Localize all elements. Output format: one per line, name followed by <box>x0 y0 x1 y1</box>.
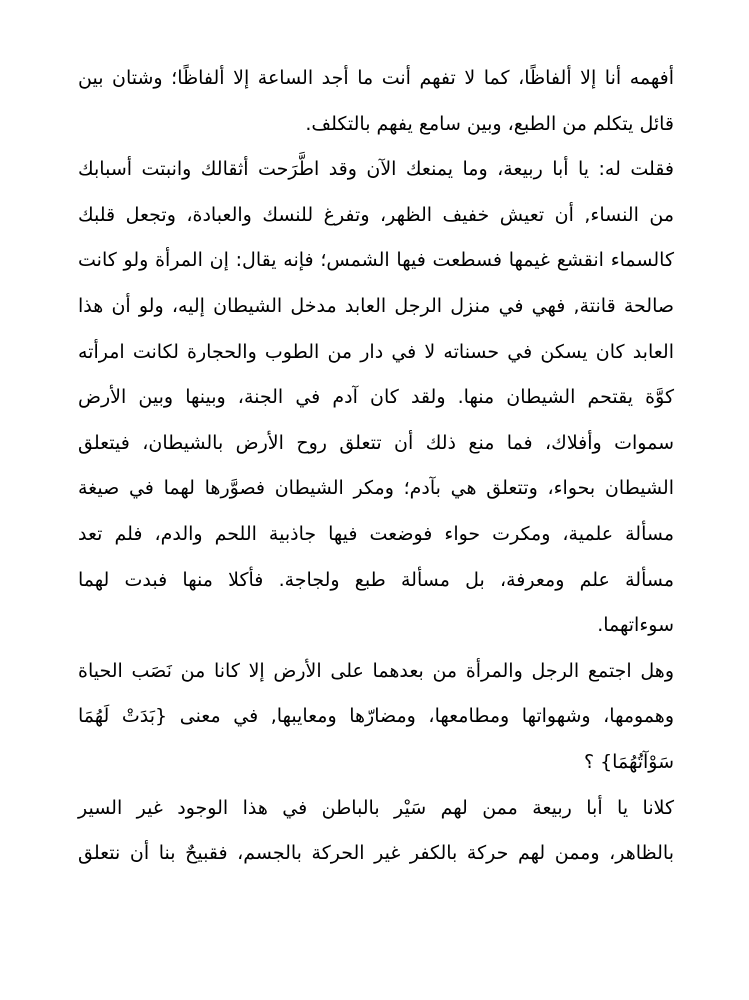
text-line: أفهمه أنا إلا ألفاظًا، كما لا تفهم أنت ما أجد الساعة إلا ألفاظًا؛ وشتان بين <box>78 67 674 89</box>
text-line: وهل اجتمع الرجل والمرأة من بعدهما على الأرض إلا كانا من نَصَب الحياة <box>78 659 674 682</box>
text-line: سَوْآتُهُمَا} ؟ <box>583 750 674 773</box>
text-line: بالظاهر، وممن لهم حركة بالكفر غير الحركة بالجسم، فقبيحٌ بنا أن نتعلق <box>78 842 674 865</box>
text-line: كالسماء انقشع غيمها فسطعت فيها الشمس؛ فإنه يقال: إن المرأة ولو كانت <box>78 249 674 272</box>
body-text <box>78 56 674 877</box>
text-line: الشيطان بحواء، وتتعلق هي بآدم؛ ومكر الشيطان فصوَّرها لهما في صيغة <box>78 477 674 500</box>
text-line: كلانا يا أبا ربيعة ممن لهم سَيْر بالباطن في هذا الوجود غير السير <box>78 796 674 819</box>
text-line: مسألة علمية، ومكرت حواء فوضعت فيها جاذبية اللحم والدم، فلم تعد <box>78 522 674 545</box>
text-line: من النساء, أن تعيش خفيف الظهر، وتفرغ للنسك والعبادة، وتجعل قلبك <box>78 203 674 226</box>
text-line: فقلت له: يا أبا ربيعة، وما يمنعك الآن وقد اطَّرَحت أثقالك وانبتت أسبابك <box>78 158 674 181</box>
text-line: سموات وأفلاك، فما منع ذلك أن تتعلق روح الأرض بالشيطان، فيتعلق <box>78 431 674 454</box>
text-line: العابد كان يسكن في حسناته لا في دار من الطوب والحجارة لكانت امرأته <box>78 340 674 363</box>
text-line: كوَّة يقتحم الشيطان منها. ولقد كان آدم في الجنة، وبينها وبين الأرض <box>78 386 674 409</box>
text-line: مسألة علم ومعرفة، بل مسألة طبع ولجاجة. فأكلا منها فبدت لهما <box>78 568 674 591</box>
text-line: وهمومها، وشهواتها ومطامعها، ومضارّها ومعايبها, في معنى {بَدَتْ لَهُمَا <box>78 705 674 728</box>
text-line: قائل يتكلم من الطبع، وبين سامع يفهم بالتكلف. <box>305 112 674 135</box>
text-line: صالحة قانتة, فهي في منزل الرجل العابد مدخل الشيطان إليه، ولو أن هذا <box>78 294 674 317</box>
text-line: سوءاتهما. <box>597 614 674 637</box>
